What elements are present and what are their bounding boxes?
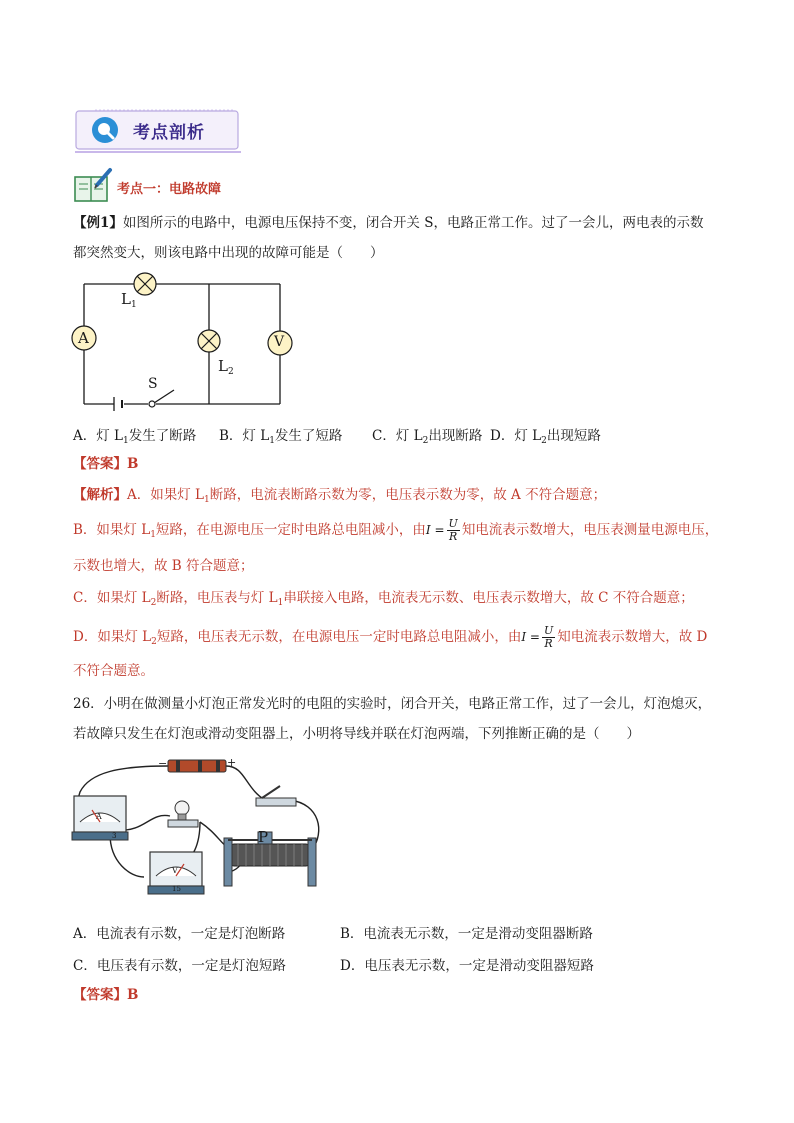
example-label: 【例1】 [73,215,123,231]
analysis-c: C．如果灯 $L_2$断路，电压表与灯 $L_1$串联接入电路，电流表无示数、电压表示数增大，故 C 不符合题意； [73,590,694,608]
circuit-diagram [70,268,300,416]
battery-plus-label: + [227,756,237,769]
voltmeter-terminal-label: 15 [172,885,181,893]
analysis-d-line1: D．如果灯 $L_2$短路，电压表无示数，在电源电压一定时电路总电阻减小，由I = $\frac{U}{R}$ 知电流表示数增大，故 D [73,624,708,650]
example1-answer: 【答案】B [73,456,139,472]
ammeter-label: A [78,329,89,347]
analysis-b-line2: 示数也增大，故 B 符合题意； [73,558,254,574]
example1-question-line2: 都突然变大，则该电路中出现的故障可能是（ ） [73,245,384,261]
voltmeter-label: V [274,334,285,350]
q26-option-c: C．电压表有示数，一定是灯泡短路 [73,958,286,974]
voltmeter-face-label: V [172,866,178,875]
search-icon [92,117,118,143]
lamp1-label: $L_1$ [121,290,137,310]
formula-fraction: $\frac{U}{R}$ [543,624,554,650]
section-title: 考点剖析 [133,123,205,143]
slider-label-p: P [258,828,269,846]
analysis-a: 【解析】A．如果灯 $L_1$断路，电流表断路示数为零，电压表示数为零，故 A 不符合题意； [73,487,607,505]
formula-fraction: $\frac{U}{R}$ [448,517,458,543]
switch-label: S [148,376,158,392]
book-pencil-icon [73,167,113,203]
q26-line2: 若故障只发生在灯泡或滑动变阻器上，小明将导线并联在灯泡两端，下列推断正确的是（ ） [73,726,640,742]
q26-option-b: B．电流表无示数，一定是滑动变阻器断路 [340,926,593,942]
battery-minus-label: − [158,757,168,770]
ammeter-terminal-label: 3 [112,832,117,840]
q26-option-a: A．电流表有示数，一定是灯泡断路 [73,926,286,942]
q26-option-d: D．电压表无示数，一定是滑动变阻器短路 [340,958,594,974]
topic-title: 考点一：电路故障 [117,182,222,197]
option-d: D．灯 $L_2$出现短路 [490,428,601,446]
option-b: B．灯 $L_1$发生了短路 [219,428,343,446]
q26-line1: 26．小明在做测量小灯泡正常发光时的电阻的实验时，闭合开关，电路正常工作，过了一会儿，灯泡熄灭， [73,696,712,712]
option-c: C．灯 $L_2$出现断路 [372,428,483,446]
example1-question-line1: 【例1】如图所示的电路中，电源电压保持不变，闭合开关 S，电路正常工作。过了一会儿，两电表的示数 [73,215,704,231]
analysis-b-line1: B．如果灯 $L_1$短路，在电源电压一定时电路总电阻减小，由I = $\frac{U}{R}$ 知电流表示数增大，电压表测量电源电压， [73,517,719,543]
q26-answer: 【答案】B [73,987,139,1003]
experiment-figure [70,752,330,902]
option-a: A．灯 $L_1$发生了断路 [73,428,197,446]
ammeter-face-label: A [96,812,102,821]
lamp2-label: $L_2$ [218,357,234,377]
analysis-d-line2: 不符合题意。 [73,663,154,679]
